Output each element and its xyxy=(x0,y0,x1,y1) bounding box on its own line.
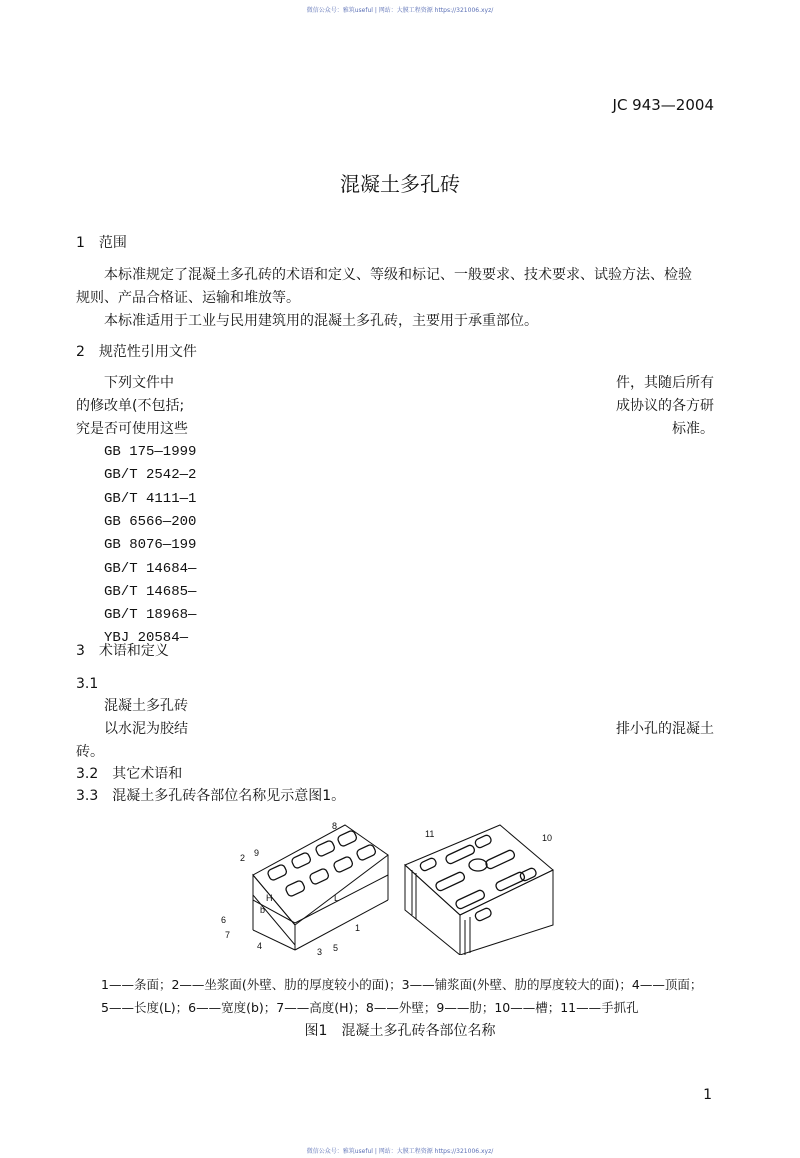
watermark-top: 微信公众号：雅筑useful | 网站：大膜工程资源 https://321006.xyz/ xyxy=(306,7,494,14)
label-5: 5 xyxy=(333,943,339,953)
reference-item: GB 8076—199 xyxy=(104,537,197,554)
page-title: 混凝土多孔砖 xyxy=(340,172,460,196)
figure-legend: 1——条面；2——坐浆面(外壁、肋的厚度较小的面)；3——铺浆面(外壁、肋的厚度较大的面)；4——顶面； xyxy=(101,977,703,992)
paragraph: 本标准规定了混凝土多孔砖的术语和定义、等级和标记、一般要求、技术要求、试验方法、检验 xyxy=(104,267,692,283)
label-b: b xyxy=(260,905,266,915)
label-1: 1 xyxy=(355,923,361,933)
label-H: H xyxy=(266,893,273,903)
page-number: 1 xyxy=(703,1087,712,1103)
paragraph: 规则、产品合格证、运输和堆放等。 xyxy=(76,290,300,306)
reference-item: GB/T 4111—1 xyxy=(104,490,197,507)
definition: 以水泥为胶结 xyxy=(104,721,188,737)
paragraph: 成协议的各方研 xyxy=(616,398,714,414)
paragraph: 究是否可使用这些 xyxy=(76,421,188,437)
label-7: 7 xyxy=(225,930,231,940)
label-9: 9 xyxy=(254,848,260,858)
reference-item: GB/T 18968— xyxy=(104,607,197,624)
figure-caption: 图1 混凝土多孔砖各部位名称 xyxy=(304,1023,496,1039)
definition: 排小孔的混凝土 xyxy=(616,721,714,737)
reference-item: YBJ 20584— xyxy=(104,630,189,647)
figure-legend: 5——长度(L)；6——宽度(b)；7——高度(H)；8——外壁；9——肋；10——槽；11——手抓孔 xyxy=(101,1000,639,1015)
label-3: 3 xyxy=(317,947,323,955)
watermark-bottom: 微信公众号：雅筑useful | 网站：大膜工程资源 https://321006.xyz/ xyxy=(306,1148,494,1155)
section-1-heading: 1 范围 xyxy=(76,235,127,251)
reference-item: GB/T 14684— xyxy=(104,560,197,577)
label-L: L xyxy=(334,893,340,903)
section-2-heading: 2 规范性引用文件 xyxy=(76,344,197,360)
label-6: 6 xyxy=(221,915,227,925)
reference-item: GB/T 14685— xyxy=(104,583,197,600)
clause-3-2: 3.2 其它术语和 xyxy=(76,766,183,782)
paragraph: 的修改单(不包括; xyxy=(76,398,185,414)
term: 混凝土多孔砖 xyxy=(104,698,188,714)
brick-figure xyxy=(220,815,580,955)
clause-number: 3.1 xyxy=(76,676,99,692)
paragraph: 件，其随后所有 xyxy=(616,375,714,391)
brick-right-drawing xyxy=(405,825,553,955)
paragraph: 下列文件中 xyxy=(104,375,174,391)
label-2: 2 xyxy=(240,853,246,863)
paragraph: 标准。 xyxy=(672,421,714,437)
section-3-heading: 3 术语和定义 xyxy=(76,643,169,659)
clause-3-3: 3.3 混凝土多孔砖各部位名称见示意图1。 xyxy=(76,788,346,804)
paragraph: 本标准适用于工业与民用建筑用的混凝土多孔砖，主要用于承重部位。 xyxy=(104,313,538,329)
label-8: 8 xyxy=(332,821,338,831)
reference-item: GB/T 2542—2 xyxy=(104,467,197,484)
definition: 砖。 xyxy=(76,744,104,760)
label-11: 11 xyxy=(425,829,435,839)
reference-item: GB 6566—200 xyxy=(104,513,197,530)
doc-code: JC 943—2004 xyxy=(612,96,714,114)
reference-item: GB 175—1999 xyxy=(104,444,197,460)
brick-left-drawing xyxy=(253,825,388,950)
label-10: 10 xyxy=(542,833,553,843)
label-4: 4 xyxy=(257,941,263,951)
